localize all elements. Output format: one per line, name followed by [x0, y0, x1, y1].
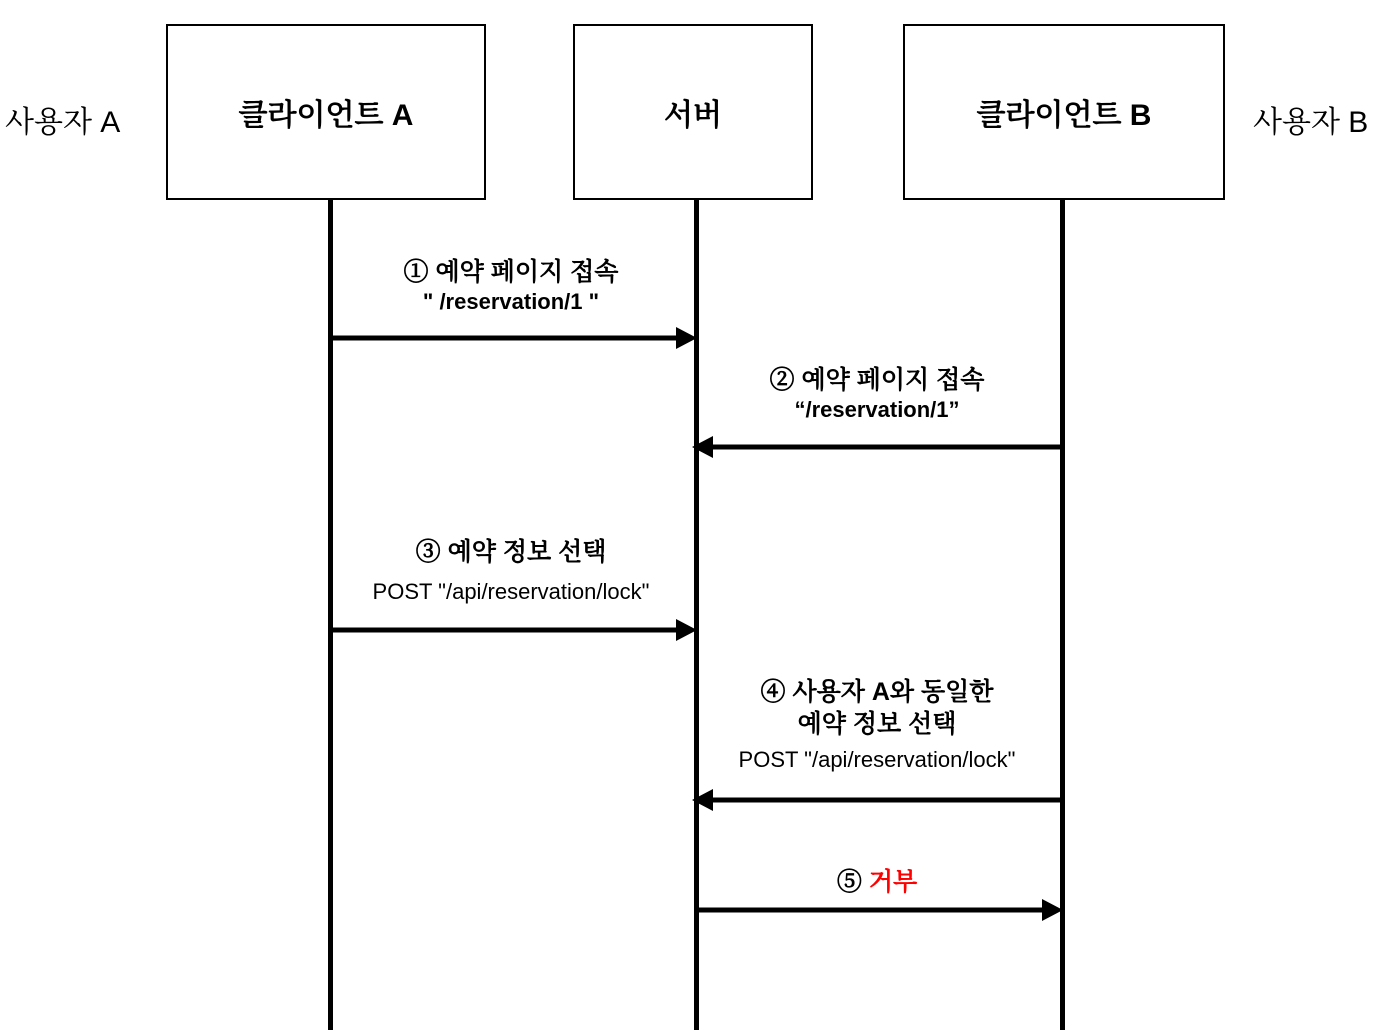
message-2-detail: “/reservation/1” [794, 397, 960, 422]
message-4-detail: POST "/api/reservation/lock" [738, 747, 1016, 772]
actor-box-client-b-label: 클라이언트 B [976, 99, 1152, 132]
message-3-title: ③ 예약 정보 선택 [415, 538, 607, 566]
message-4-title-2: 예약 정보 선택 [797, 710, 957, 738]
message-1-title: ① 예약 페이지 접속 [403, 258, 619, 286]
actor-box-server-label: 서버 [664, 99, 722, 132]
message-2-title: ② 예약 페이지 접속 [769, 366, 985, 394]
message-5-highlight: 거부 [868, 868, 918, 896]
message-3-detail: POST "/api/reservation/lock" [372, 579, 650, 604]
actor-label-user-a: 사용자 A [5, 106, 121, 139]
message-1-detail: " /reservation/1 " [422, 289, 600, 314]
message-4-title: ④ 사용자 A와 동일한 [760, 678, 994, 706]
actor-box-client-a-label: 클라이언트 A [238, 99, 414, 132]
message-5-number: ⑤ [836, 868, 869, 896]
actor-label-user-b: 사용자 B [1253, 106, 1369, 139]
